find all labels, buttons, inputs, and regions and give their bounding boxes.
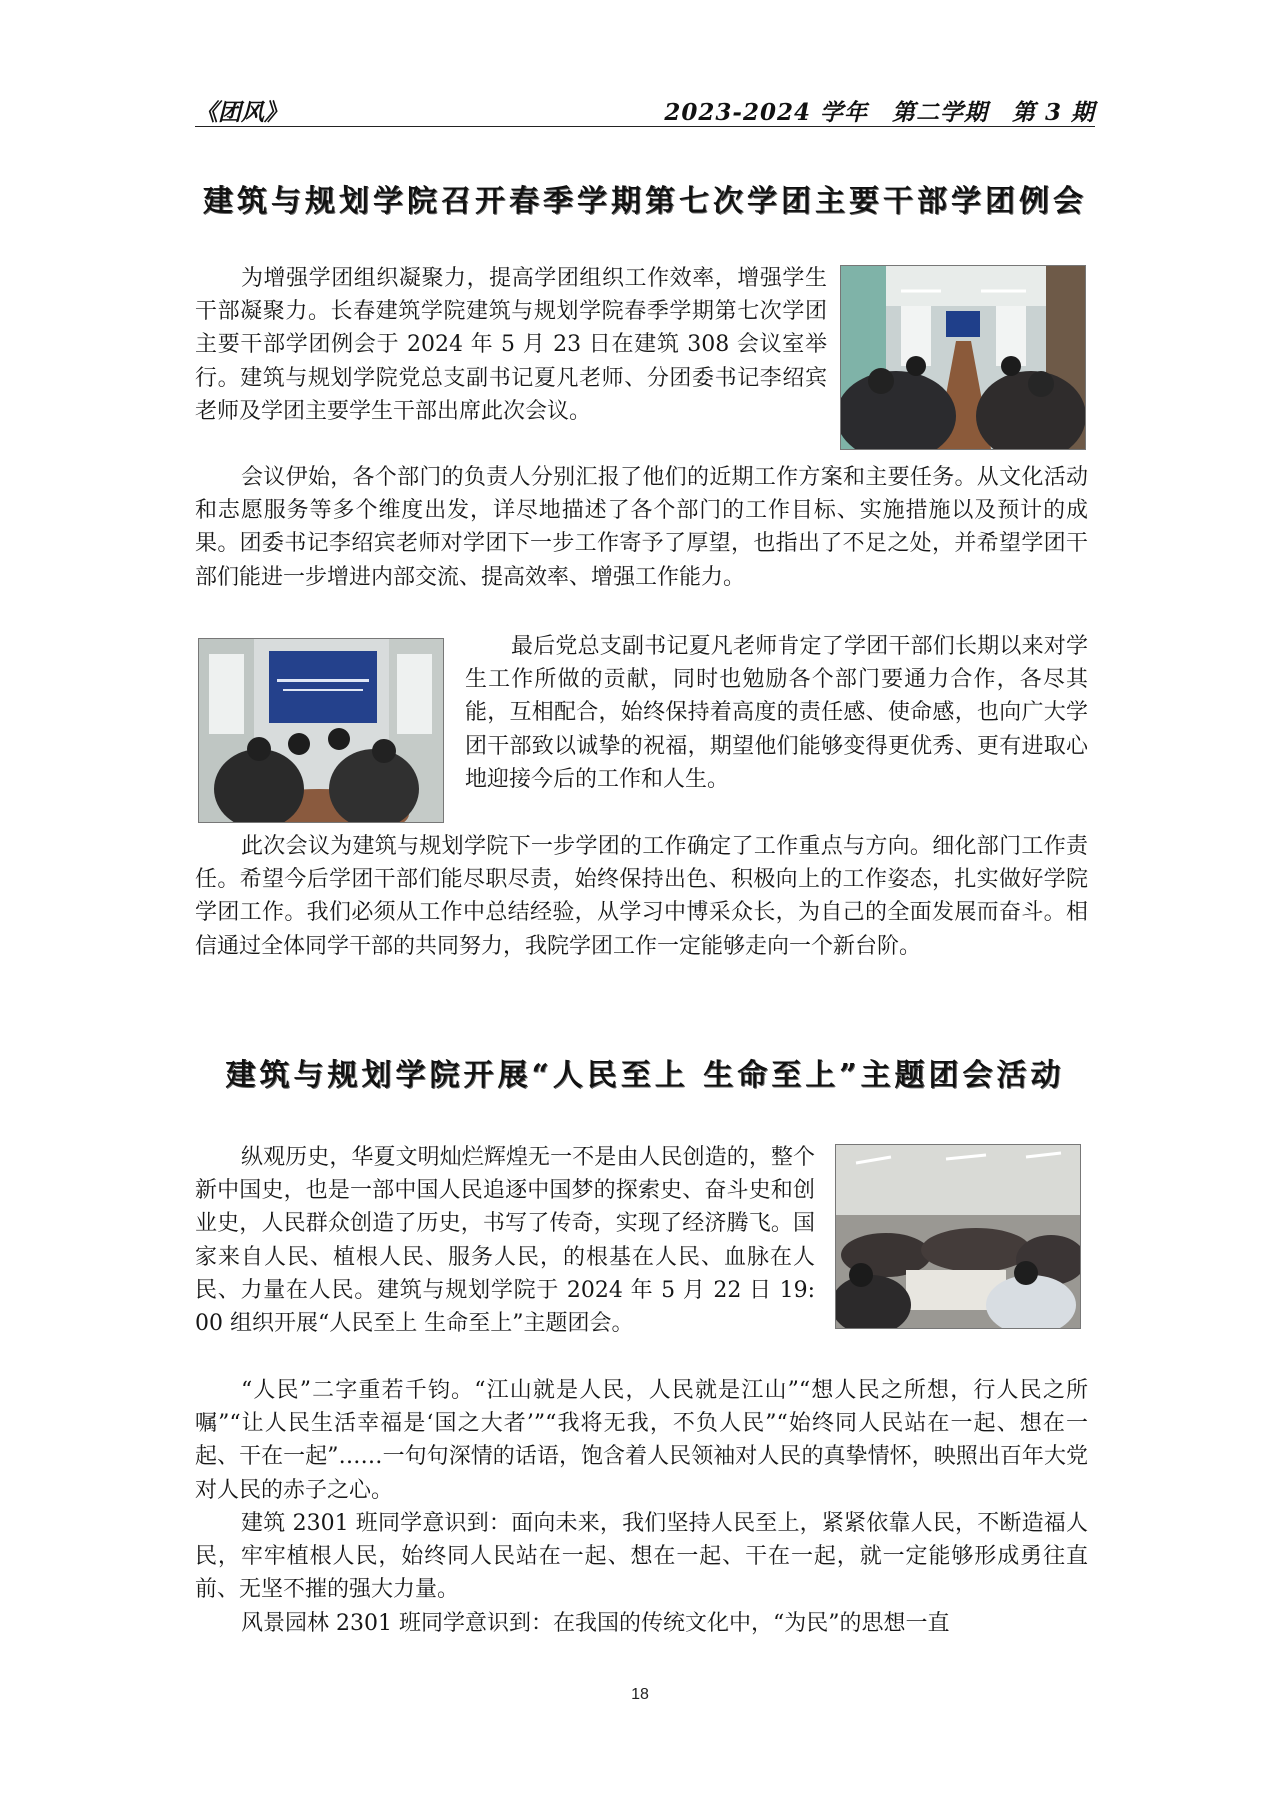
article2-title: 建筑与规划学院开展“人民至上 生命至上”主题团会活动	[225, 1058, 1065, 1093]
article1-paragraph-3: 最后党总支副书记夏凡老师肯定了学团干部们长期以来对学生工作所做的贡献，同时也勉励各个部门要通力合作，各尽其能，互相配合，始终保持着高度的责任感、使命感，也向广大学团干部致以诚挚的祝福，期望他们能够变得更优秀、更有进取心地迎接今后的工作和人生。	[465, 634, 1088, 792]
article1-paragraph-4: 此次会议为建筑与规划学院下一步学团的工作确定了工作重点与方向。细化部门工作责任。希望今后学团干部们能尽职尽责，始终保持出色、积极向上的工作姿态，扎实做好学院学团工作。我们必须从工作中总结经验，从学习中博采众长，为自己的全面发展而奋斗。相信通过全体同学干部的共同努力，我院学团工作一定能够走向一个新台阶。	[195, 834, 1088, 959]
article1-paragraph-2: 会议伊始，各个部门的负责人分别汇报了他们的近期工作方案和主要任务。从文化活动和志愿服务等多个维度出发，详尽地描述了各个部门的工作目标、实施措施以及预计的成果。团委书记李绍宾老师对学团下一步工作寄予了厚望，也指出了不足之处，并希望学团干部们能进一步增进内部交流、提高效率、增强工作能力。	[195, 465, 1088, 590]
article2-paragraph-2: “人民”二字重若千钧。“江山就是人民，人民就是江山”“想人民之所想，行人民之所嘱”“让人民生活幸福是‘国之大者’”“我将无我，不负人民”“始终同人民站在一起、想在一起、干在一起”……一句句深情的话语，饱含着人民领袖对人民的真挚情怀，映照出百年大党对人民的赤子之心。	[195, 1378, 1088, 1503]
page-number: 18	[631, 1686, 649, 1703]
article1-paragraph-1: 为增强学团组织凝聚力，提高学团组织工作效率，增强学生干部凝聚力。长春建筑学院建筑与规划学院春季学期第七次学团主要干部学团例会于 2024 年 5 月 23 日在建筑 308 会议室举行。建筑与规划学院党总支副书记夏凡老师、分团委书记李绍宾老师及学团主要学生干部出席此次会议。	[195, 266, 827, 424]
article1-title: 建筑与规划学院召开春季学期第七次学团主要干部学团例会	[203, 184, 1087, 219]
page-header	[195, 94, 1095, 127]
article2-paragraph-1: 纵观历史，华夏文明灿烂辉煌无一不是由人民创造的，整个新中国史，也是一部中国人民追逐中国梦的探索史、奋斗史和创业史，人民群众创造了历史，书写了传奇，实现了经济腾飞。国家来自人民、植根人民、服务人民，的根基在人民、血脉在人民、力量在人民。建筑与规划学院于 2024 年 5 月 22 日 19: 00 组织开展“人民至上 生命至上”主题团会。	[195, 1145, 815, 1337]
article2-paragraph-3: 建筑 2301 班同学意识到：面向未来，我们坚持人民至上，紧紧依靠人民，不断造福人民，牢牢植根人民，始终同人民站在一起、想在一起、干在一起，就一定能够形成勇往直前、无坚不摧的强大力量。	[195, 1511, 1088, 1603]
meeting-photo-1	[840, 265, 1086, 450]
classroom-photo	[835, 1144, 1081, 1329]
publication-name: 《团风》	[195, 99, 287, 126]
meeting-photo-2	[198, 638, 444, 823]
issue-info: 2023-2024 学年 第二学期 第 3 期	[664, 99, 1095, 126]
article2-paragraph-4: 风景园林 2301 班同学意识到：在我国的传统文化中，“为民”的思想一直	[241, 1611, 950, 1636]
